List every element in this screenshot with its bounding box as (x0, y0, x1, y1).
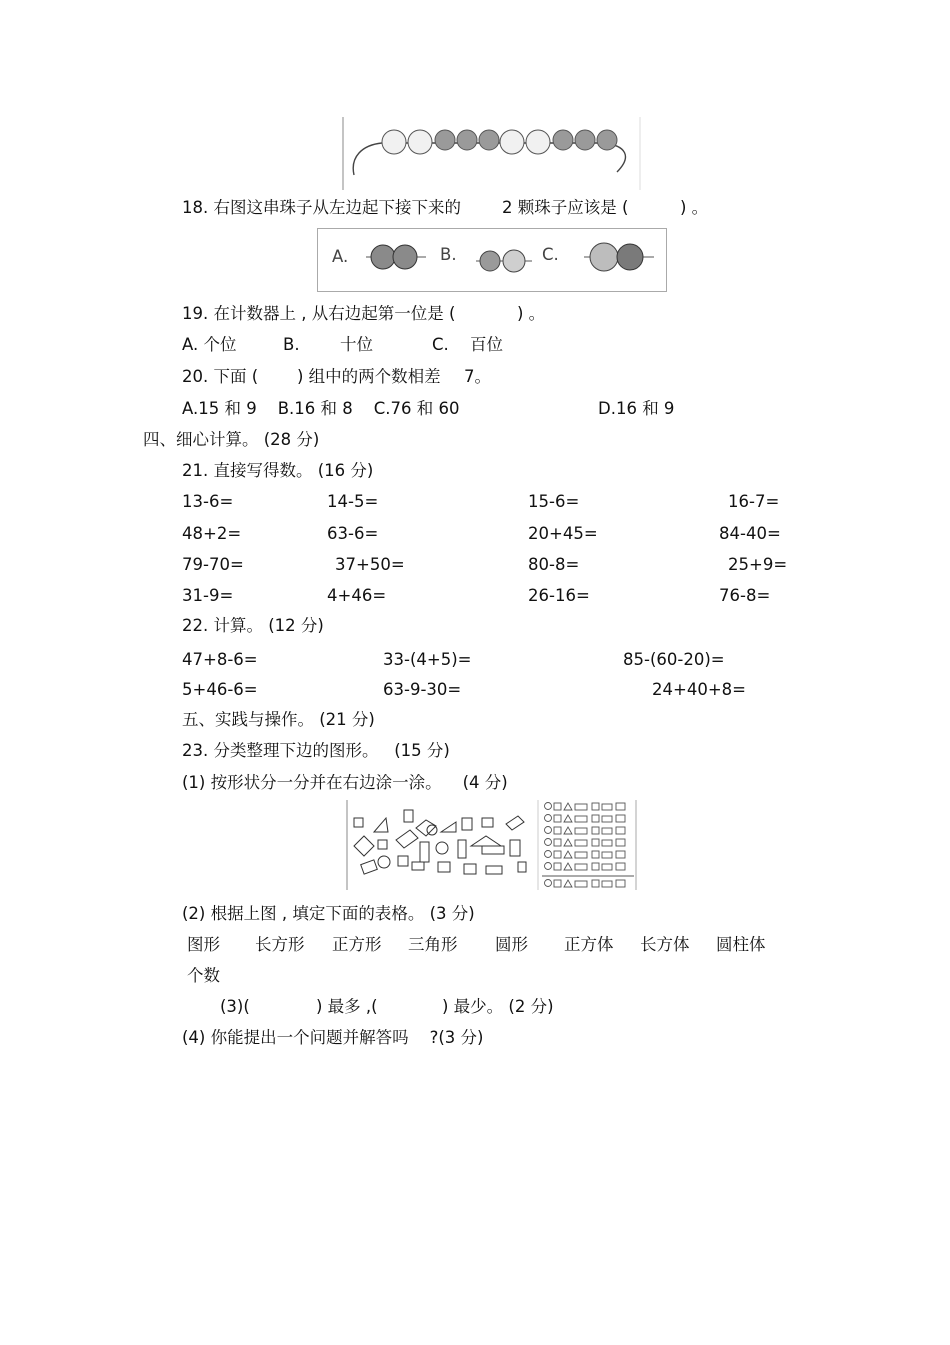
table-header-rectangle: 长方形 (255, 935, 305, 954)
q22-r1-c3: 85-(60-20)= (623, 650, 725, 669)
q21-r3-c1: 79-70= (182, 555, 244, 574)
table-header-square: 正方形 (332, 935, 382, 954)
shapes-figure (346, 800, 638, 890)
q18-option-c-label: C. (542, 245, 559, 264)
q20-text: 20. 下面 ( (182, 367, 259, 386)
q21-r3-c2: 37+50= (335, 555, 405, 574)
q21-r2-c1: 48+2= (182, 524, 242, 543)
section-4-title: 四、细心计算。 (28 分) (143, 430, 320, 449)
section-5-title: 五、实践与操作。 (21 分) (182, 710, 375, 729)
q22-r1-c1: 47+8-6= (182, 650, 258, 669)
q23-part-4: (4) 你能提出一个问题并解答吗 ?(3 分) (182, 1028, 484, 1047)
q19-text: 19. 在计数器上 , 从右边起第一位是 ( (182, 304, 456, 323)
q20-diff: 7。 (464, 367, 491, 386)
q23-part-3c: ) 最少。 (2 分) (442, 997, 554, 1016)
table-header-cuboid: 长方体 (640, 935, 690, 954)
q21-r4-c2: 4+46= (327, 586, 387, 605)
q23-part-3b: ) 最多 ,( (316, 997, 378, 1016)
q18-option-a-label: A. (332, 247, 349, 266)
q18-option-b-label: B. (440, 245, 457, 264)
q21-r1-c1: 13-6= (182, 492, 234, 511)
q22-r2-c2: 63-9-30= (383, 680, 462, 699)
q21-r1-c2: 14-5= (327, 492, 379, 511)
table-header-circle: 圆形 (495, 935, 528, 954)
q19-option-b-label: B. (283, 335, 300, 354)
q21-r1-c4: 16-7= (728, 492, 780, 511)
q20-text-2: ) 组中的两个数相差 (297, 367, 441, 386)
q20-options-abc: A.15 和 9 B.16 和 8 C.76 和 60 (182, 399, 460, 418)
table-header-shape: 图形 (187, 935, 220, 954)
bead-string-figure (342, 117, 642, 190)
q21-r4-c1: 31-9= (182, 586, 234, 605)
q21-r2-c4: 84-40= (719, 524, 781, 543)
q21-r4-c3: 26-16= (528, 586, 590, 605)
q23-part-1: (1) 按形状分一分并在右边涂一涂。 (4 分) (182, 773, 508, 792)
table-header-cylinder: 圆柱体 (716, 935, 766, 954)
q21-r3-c3: 80-8= (528, 555, 580, 574)
q21-r2-c3: 20+45= (528, 524, 598, 543)
table-header-cube: 正方体 (564, 935, 614, 954)
q19-option-c-value: 百位 (470, 335, 503, 354)
q21-r1-c3: 15-6= (528, 492, 580, 511)
q23-part-3a: (3)( (220, 997, 250, 1016)
table-header-triangle: 三角形 (408, 935, 458, 954)
q21-r2-c2: 63-6= (327, 524, 379, 543)
q20-option-d: D.16 和 9 (598, 399, 675, 418)
q22-r2-c3: 24+40+8= (652, 680, 746, 699)
q23-title: 23. 分类整理下边的图形。 (15 分) (182, 741, 450, 760)
q21-r3-c4: 25+9= (728, 555, 788, 574)
q21-title: 21. 直接写得数。 (16 分) (182, 461, 374, 480)
q21-r4-c4: 76-8= (719, 586, 771, 605)
q19-paren-close: ) 。 (517, 304, 546, 323)
q22-r1-c2: 33-(4+5)= (383, 650, 472, 669)
q18-options-figure (317, 228, 667, 292)
q19-option-c-label: C. (432, 335, 449, 354)
q22-r2-c1: 5+46-6= (182, 680, 258, 699)
q18-count: 2 颗珠子应该是 ( (502, 198, 629, 217)
q19-option-b-value: 十位 (340, 335, 373, 354)
q19-option-a: A. 个位 (182, 335, 237, 354)
q18-text: 18. 右图这串珠子从左边起下接下来的 (182, 198, 461, 217)
q23-part-2: (2) 根据上图 , 填定下面的表格。 (3 分) (182, 904, 475, 923)
q22-title: 22. 计算。 (12 分) (182, 616, 324, 635)
table-row-label-count: 个数 (187, 966, 220, 985)
q18-paren-close: ) 。 (680, 198, 709, 217)
